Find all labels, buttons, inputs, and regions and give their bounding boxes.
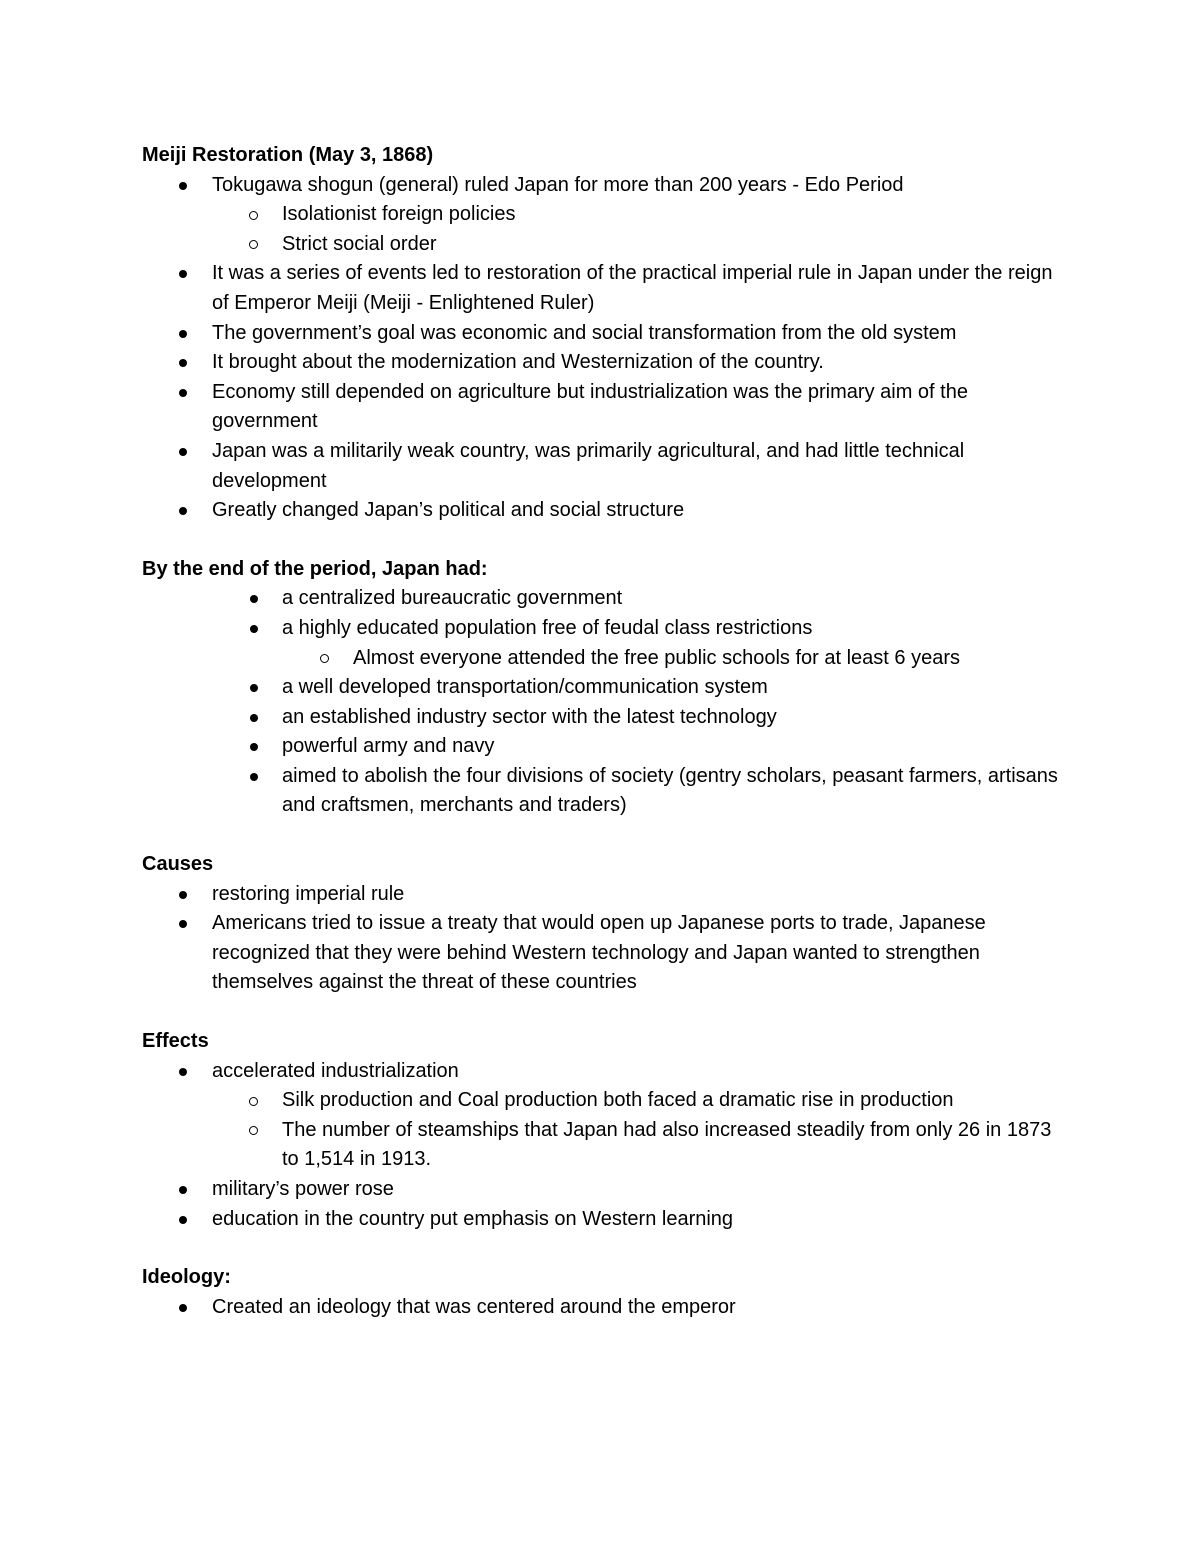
bullet-dot-icon: [179, 1304, 187, 1312]
list-item-text: Japan was a militarily weak country, was primarily agricultural, and had little technical development: [212, 439, 965, 492]
section-title: Causes: [142, 853, 214, 876]
list-item: [142, 378, 1062, 437]
list-item-text: It brought about the modernization and Westernization of the country.: [212, 351, 824, 374]
list-item: [142, 1293, 1062, 1323]
list-item-text: an established industry sector with the latest technology: [282, 705, 777, 728]
list-item: [142, 614, 1062, 644]
list-item: [142, 1057, 1062, 1087]
bullet-circle-icon: [249, 211, 258, 220]
bullet-dot-icon: [250, 714, 258, 722]
list-item: [142, 319, 1062, 349]
bullet-dot-icon: [179, 182, 187, 190]
bullet-dot-icon: [250, 595, 258, 603]
list-item: [142, 909, 1062, 998]
bullet-dot-icon: [179, 270, 187, 278]
bullet-dot-icon: [250, 773, 258, 781]
bullet-circle-icon: [249, 1126, 258, 1135]
bullet-dot-icon: [179, 920, 187, 928]
list-item-text: restoring imperial rule: [212, 882, 405, 905]
list-item-text: It was a series of events led to restoration of the practical imperial rule in Japan under the reign of Emperor Meiji (Meiji - Enlightened Ruler): [212, 262, 1053, 314]
list-item-text: military’s power rose: [212, 1178, 394, 1200]
section-causes: [142, 850, 1062, 998]
list-item-text: accelerated industrialization: [212, 1059, 459, 1082]
bullet-dot-icon: [250, 743, 258, 751]
bullet-dot-icon: [179, 891, 187, 899]
bullet-dot-icon: [179, 1216, 187, 1224]
section-end-of-period: [142, 555, 1062, 821]
list-item: [142, 230, 1062, 260]
bullet-dot-icon: [250, 625, 258, 633]
list-item: [142, 1205, 1062, 1235]
bullet-dot-icon: [179, 359, 187, 367]
list-item: [142, 200, 1062, 230]
list-item: [142, 732, 1062, 762]
list-item-text: Silk production and Coal production both faced a dramatic rise in production: [282, 1089, 954, 1112]
section-title: Effects: [142, 1030, 209, 1053]
list-item-text: Strict social order: [282, 232, 437, 255]
section-spacer: [142, 526, 1062, 555]
list-item: [142, 644, 1062, 674]
bullet-dot-icon: [179, 448, 187, 456]
list-item-text: Economy still depended on agriculture but industrialization was the primary aim of the government: [212, 380, 968, 433]
bullet-circle-icon: [249, 1097, 258, 1106]
list-item-text: a well developed transportation/communication system: [282, 676, 768, 699]
list-item: [142, 703, 1062, 733]
list-item-text: powerful army and navy: [282, 735, 495, 758]
section-spacer: [142, 1234, 1062, 1263]
list-item-text: Tokugawa shogun (general) ruled Japan for more than 200 years - Edo Period: [212, 173, 904, 196]
bullet-list: [142, 171, 1062, 526]
section-title: By the end of the period, Japan had:: [142, 557, 488, 580]
bullet-circle-icon: [320, 654, 329, 663]
list-item-text: The government’s goal was economic and social transformation from the old system: [212, 321, 957, 344]
bullet-list: [142, 880, 1062, 998]
section-title: Ideology:: [142, 1266, 231, 1289]
list-item: [142, 171, 1062, 201]
bullet-list: [142, 1293, 1062, 1323]
list-item: [142, 673, 1062, 703]
list-item-text: The number of steamships that Japan had also increased steadily from only 26 in 1873 to 1,514 in 1913.: [282, 1118, 1052, 1171]
section-spacer: [142, 998, 1062, 1027]
list-item-text: Americans tried to issue a treaty that would open up Japanese ports to trade, Japanese recognized that they were behind Western technology and Japan wanted to strengthen themselves against the threat of these countries: [212, 912, 986, 994]
list-item-text: Isolationist foreign policies: [282, 203, 516, 226]
list-item: [142, 437, 1062, 496]
list-item: [142, 1086, 1062, 1116]
section-spacer: [142, 821, 1062, 850]
list-item: [142, 762, 1062, 821]
list-item-text: aimed to abolish the four divisions of society (gentry scholars, peasant farmers, artisans and craftsmen, merchants and traders): [282, 764, 1058, 817]
bullet-dot-icon: [179, 1068, 187, 1076]
list-item-text: Created an ideology that was centered around the emperor: [212, 1295, 736, 1318]
bullet-dot-icon: [250, 684, 258, 692]
list-item: [142, 1175, 1062, 1205]
list-item: [142, 880, 1062, 910]
list-item-text: education in the country put emphasis on Western learning: [212, 1207, 734, 1230]
list-item: [142, 259, 1062, 318]
list-item-text: a centralized bureaucratic government: [282, 587, 623, 610]
list-item-text: Greatly changed Japan’s political and social structure: [212, 499, 685, 522]
bullet-list: [142, 584, 1062, 821]
section-meiji-restoration: [142, 141, 1062, 526]
bullet-dot-icon: [179, 389, 187, 397]
list-item: [142, 496, 1062, 526]
bullet-circle-icon: [249, 240, 258, 249]
section-ideology: [142, 1263, 1062, 1322]
list-item: [142, 584, 1062, 614]
bullet-dot-icon: [179, 1186, 187, 1194]
document-body: [142, 141, 1062, 1322]
section-effects: [142, 1027, 1062, 1234]
section-title: Meiji Restoration (May 3, 1868): [142, 144, 434, 166]
list-item: [142, 1116, 1062, 1175]
list-item-text: a highly educated population free of feudal class restrictions: [282, 616, 813, 639]
bullet-list: [142, 1057, 1062, 1235]
list-item: [142, 348, 1062, 378]
bullet-dot-icon: [179, 330, 187, 338]
bullet-dot-icon: [179, 507, 187, 515]
list-item-text: Almost everyone attended the free public schools for at least 6 years: [353, 646, 961, 669]
